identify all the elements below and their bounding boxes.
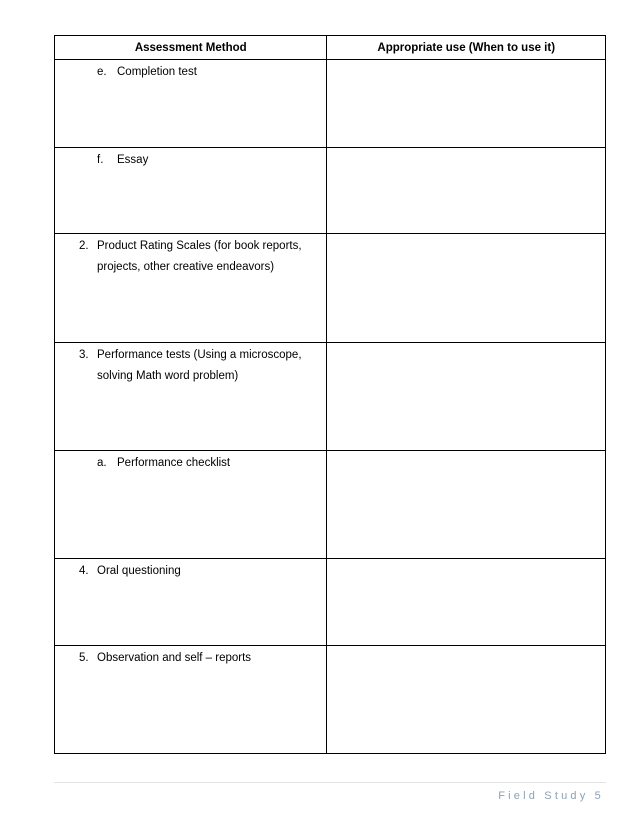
table-row [55, 646, 606, 754]
item-marker: 5. [79, 652, 89, 664]
method-cell [55, 646, 327, 754]
method-cell [55, 60, 327, 148]
use-cell[interactable] [327, 451, 606, 559]
method-cell [55, 148, 327, 234]
table-row [55, 234, 606, 343]
method-text: Product Rating Scales (for book reports, projects, other creative endeavors) [97, 240, 302, 273]
method-text: Performance tests (Using a microscope, solving Math word problem) [97, 349, 302, 382]
method-cell [55, 343, 327, 451]
table-row [55, 343, 606, 451]
table-row [55, 148, 606, 234]
method-cell [55, 559, 327, 646]
item-marker: e. [97, 66, 107, 78]
use-cell[interactable] [327, 646, 606, 754]
use-cell[interactable] [327, 234, 606, 343]
footer-page-label: Field Study 5 [498, 790, 604, 802]
method-text: Completion test [117, 66, 197, 78]
method-cell [55, 451, 327, 559]
use-cell[interactable] [327, 343, 606, 451]
method-text: Essay [117, 154, 149, 166]
use-cell[interactable] [327, 148, 606, 234]
assessment-table [54, 35, 606, 754]
item-marker: 4. [79, 565, 89, 577]
use-cell[interactable] [327, 60, 606, 148]
table-row [55, 451, 606, 559]
item-marker: 2. [79, 240, 89, 252]
item-marker: 3. [79, 349, 89, 361]
method-cell [55, 234, 327, 343]
table-header-row [55, 36, 606, 60]
item-marker: a. [97, 457, 107, 469]
use-cell[interactable] [327, 559, 606, 646]
header-assessment-method: Assessment Method [55, 36, 327, 60]
method-text: Oral questioning [97, 565, 181, 577]
footer-divider [54, 782, 606, 783]
table-row [55, 559, 606, 646]
item-marker: f. [97, 154, 104, 166]
method-text: Observation and self – reports [97, 652, 252, 664]
header-appropriate-use: Appropriate use (When to use it) [327, 36, 606, 60]
method-text: Performance checklist [117, 457, 231, 469]
table-row [55, 60, 606, 148]
